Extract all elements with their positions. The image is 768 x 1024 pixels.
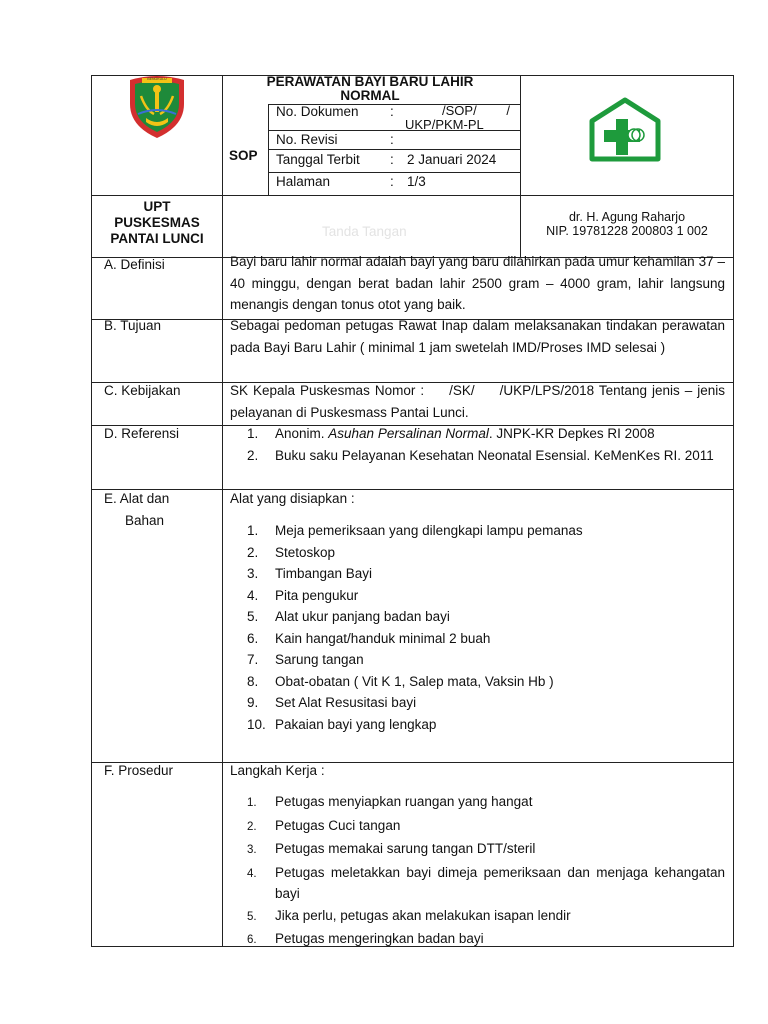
list-text: Set Alat Resusitasi bayi — [275, 695, 417, 710]
list-number: 1. — [247, 797, 257, 809]
document-title: PERAWATAN BAYI BARU LAHIR NORMAL — [266, 74, 474, 103]
list-item — [230, 563, 725, 585]
list-text: Petugas meletakkan bayi dimeja pemeriksaan dan menjaga kehangatan bayi — [275, 864, 725, 901]
org-name: UPT PUSKESMAS PANTAI LUNCI — [110, 199, 204, 246]
signer-block — [521, 210, 733, 238]
list-number: 8. — [247, 673, 259, 689]
field-tanggal-sep: : — [390, 152, 394, 167]
field-tanggal-label: Tanggal Terbit — [276, 152, 360, 167]
list-item — [230, 928, 725, 952]
prosedur-list — [230, 791, 725, 952]
field-no-revisi-sep: : — [390, 132, 394, 147]
puskesmas-cross-icon — [588, 97, 662, 171]
list-number: 5. — [247, 910, 257, 923]
list-text: Jika perlu, petugas akan melakukan isapan lendir — [275, 907, 571, 923]
section-label-prosedur: F. Prosedur — [104, 763, 174, 778]
definisi-text: Bayi baru lahir normal adalah bayi yang baru dilahirkan pada umur kehamilan 37 – 40 minggu, dengan berat badan lahir 2500 gram – 4000 gram, lahir langsung menangis dengan tonus otot yang baik. — [230, 254, 725, 312]
list-text: Petugas menyiapkan ruangan yang hangat — [275, 794, 533, 809]
list-item — [230, 791, 725, 815]
list-text: Timbangan Bayi — [275, 566, 373, 581]
list-item — [230, 606, 725, 628]
list-item — [230, 628, 725, 650]
field-tanggal-value: 2 Januari 2024 — [407, 152, 497, 167]
prosedur-intro: Langkah Kerja : — [230, 763, 325, 778]
field-halaman-sep: : — [390, 174, 394, 189]
field-halaman-label: Halaman — [276, 174, 331, 189]
list-text: Sarung tangan — [275, 652, 364, 667]
list-text: Petugas memakai sarung tangan DTT/steril — [275, 841, 536, 856]
list-number: 3. — [247, 844, 257, 856]
list-number: 10. — [247, 716, 266, 732]
alat-list — [230, 520, 725, 735]
section-label-referensi: D. Referensi — [104, 426, 180, 441]
signature-placeholder: Tanda Tangan — [322, 224, 407, 239]
list-item — [230, 585, 725, 607]
list-number: 4. — [247, 867, 257, 880]
list-item: 2. Buku saku Pelayanan Kesehatan Neonatal Esensial. KeMenKes RI. 2011 — [247, 447, 714, 463]
signer-nip: NIP. 19781228 200803 1 002 — [546, 224, 708, 238]
logo-caption: BENGKULU — [147, 77, 167, 81]
section-label-definisi: A. Definisi — [104, 257, 165, 272]
list-item — [230, 815, 725, 839]
list-number: 2. — [247, 820, 257, 833]
list-text: Obat-obatan ( Vit K 1, Salep mata, Vaksin Hb ) — [275, 673, 554, 689]
kebijakan-text: SK Kepala Puskesmas Nomor : /SK/ /UKP/LPS/2018 Tentang jenis – jenis pelayanan di Puskesmass Pantai Lunci. — [230, 383, 729, 420]
field-no-revisi-label: No. Revisi — [276, 132, 338, 147]
list-number: 5. — [247, 609, 259, 624]
list-item — [230, 905, 725, 929]
list-text: Kain hangat/handuk minimal 2 buah — [275, 630, 491, 646]
list-item — [230, 649, 725, 671]
tujuan-text: Sebagai pedoman petugas Rawat Inap dalam melaksanakan tindakan perawatan pada Bayi Baru Lahir ( minimal 1 jam swetelah IMD/Proses IMD selesai ) — [230, 318, 725, 355]
shield-icon — [124, 74, 190, 140]
referensi-list — [230, 423, 725, 466]
list-number: 9. — [247, 695, 259, 710]
list-item — [230, 862, 725, 905]
alat-intro: Alat yang disiapkan : — [230, 491, 355, 506]
list-item — [230, 542, 725, 564]
list-item — [230, 838, 725, 862]
list-item — [230, 714, 725, 736]
list-text: Pakaian bayi yang lengkap — [275, 716, 437, 732]
field-no-dokumen-value: /SOP/ / UKP/PKM-PL — [405, 103, 510, 132]
field-no-dokumen-sep: : — [390, 104, 394, 119]
list-item — [230, 671, 725, 693]
list-text: Pita pengukur — [275, 587, 359, 603]
list-number: 3. — [247, 566, 259, 581]
list-number: 4. — [247, 587, 259, 603]
sop-label: SOP — [229, 148, 258, 163]
list-item: 1. Anonim. Asuhan Persalinan Normal. JNPK-KR Depkes RI 2008 — [247, 426, 655, 441]
list-text: Alat ukur panjang badan bayi — [275, 609, 450, 624]
list-text: Meja pemeriksaan yang dilengkapi lampu pemanas — [275, 523, 583, 538]
section-label-tujuan: B. Tujuan — [104, 318, 162, 333]
list-number: 7. — [247, 652, 259, 667]
signer-name: dr. H. Agung Raharjo — [568, 210, 686, 224]
list-text: Petugas Cuci tangan — [275, 817, 401, 833]
list-number: 2. — [247, 544, 259, 560]
list-number: 1. — [247, 523, 259, 538]
section-label-kebijakan: C. Kebijakan — [104, 383, 181, 398]
puskesmas-logo — [588, 97, 662, 171]
section-label-alat: E. Alat dan — [104, 491, 170, 506]
section-label-alat-2: Bahan — [125, 513, 165, 528]
field-no-dokumen-label: No. Dokumen — [276, 104, 359, 119]
list-text: Stetoskop — [275, 544, 336, 560]
list-item — [230, 520, 725, 542]
region-logo — [124, 74, 190, 140]
list-number: 6. — [247, 934, 257, 946]
list-item — [230, 692, 725, 714]
list-number: 6. — [247, 630, 259, 646]
field-halaman-value: 1/3 — [407, 174, 426, 189]
list-text: Petugas mengeringkan badan bayi — [275, 931, 484, 946]
